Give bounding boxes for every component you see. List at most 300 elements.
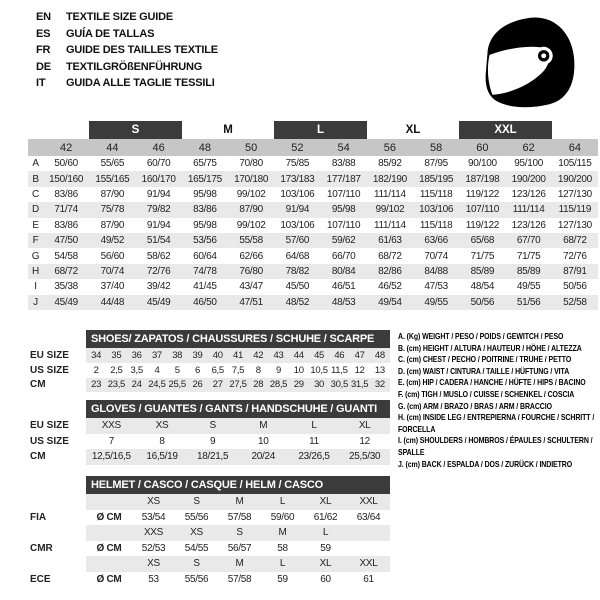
cell: 10,5 bbox=[310, 364, 328, 376]
cell: 95/100 bbox=[514, 158, 544, 170]
cell bbox=[347, 525, 390, 541]
cell: 24,5 bbox=[148, 379, 166, 391]
size-column: 50 bbox=[228, 139, 274, 156]
helmet-title: HELMET / CASCO / CASQUE / HELM / CASCO bbox=[86, 476, 390, 494]
cell: 105/115 bbox=[558, 158, 592, 170]
cell: 119/122 bbox=[465, 188, 500, 200]
cell: 23 bbox=[86, 378, 106, 393]
shoes-cm-row bbox=[30, 378, 390, 393]
cell: 61/63 bbox=[367, 233, 413, 248]
cell: C bbox=[32, 188, 39, 200]
size-column: 58 bbox=[413, 139, 459, 156]
cell: 155/165 bbox=[89, 171, 135, 186]
language-row-de bbox=[36, 59, 218, 76]
cell: 111/114 bbox=[373, 188, 406, 200]
cell: 50/60 bbox=[54, 158, 78, 170]
cell: 6 bbox=[194, 364, 200, 376]
cell: 44/48 bbox=[89, 295, 135, 310]
helmet-ece-row bbox=[30, 572, 390, 588]
cell: M bbox=[261, 525, 304, 541]
helmet-icon bbox=[481, 13, 576, 110]
cell: 170/180 bbox=[228, 171, 274, 186]
cell: 55/56 bbox=[184, 573, 209, 585]
cell: 31,5 bbox=[350, 379, 369, 391]
cell: 60/70 bbox=[146, 158, 171, 170]
cell: 75/85 bbox=[285, 158, 310, 170]
cell bbox=[86, 556, 132, 572]
cell: 99/102 bbox=[367, 202, 413, 217]
cell: 68/72 bbox=[43, 264, 89, 279]
cell: 127/130 bbox=[557, 188, 592, 200]
shoes-size-table bbox=[30, 330, 390, 392]
language-title: GUÍA DE TALLAS bbox=[66, 27, 155, 40]
cell: 7 bbox=[108, 435, 114, 447]
measure-row-d bbox=[28, 202, 598, 217]
cell: 2,5 bbox=[110, 364, 123, 376]
cell bbox=[86, 525, 132, 541]
cell: L bbox=[261, 494, 304, 510]
cell: 165/175 bbox=[182, 171, 228, 186]
cell: E bbox=[32, 219, 39, 231]
cell: 59 bbox=[277, 573, 288, 585]
cell: 95/98 bbox=[193, 188, 217, 200]
cell bbox=[28, 121, 43, 139]
cell: 103/106 bbox=[413, 202, 459, 217]
gloves-us-size-row bbox=[30, 434, 390, 450]
cell: 72/76 bbox=[563, 250, 587, 262]
cell: 66/70 bbox=[331, 250, 356, 262]
cell: XXS bbox=[132, 525, 175, 541]
cell: 177/187 bbox=[321, 171, 367, 186]
gloves-eu-size-row bbox=[30, 418, 390, 434]
cell: 83/86 bbox=[54, 188, 78, 200]
language-title-block bbox=[36, 9, 218, 92]
cell: S bbox=[187, 418, 238, 434]
cell: 12 bbox=[359, 435, 370, 447]
language-row-en bbox=[36, 9, 218, 26]
cell: 39/42 bbox=[146, 281, 171, 293]
legend-item: B. (cm) HEIGHT / ALTURA / HAUTEUR / HÖHE / ALTEZZA bbox=[398, 342, 582, 353]
cell: S bbox=[218, 525, 261, 541]
cell: 56/60 bbox=[100, 250, 125, 262]
cell: 34 bbox=[86, 348, 106, 363]
measure-row-a bbox=[28, 156, 598, 171]
cell: XL bbox=[304, 556, 347, 572]
cell: 72/76 bbox=[136, 264, 182, 279]
cell: 10 bbox=[258, 435, 269, 447]
cell: 63/64 bbox=[356, 511, 381, 523]
cell: 49/54 bbox=[367, 295, 413, 310]
cell: 48/52 bbox=[274, 295, 320, 310]
cell: 25,5/30 bbox=[339, 449, 390, 465]
cell: CM bbox=[30, 378, 86, 393]
cell bbox=[30, 525, 86, 541]
size-number-row bbox=[28, 139, 598, 156]
cell: 107/110 bbox=[326, 219, 361, 231]
cell: 58 bbox=[277, 542, 288, 554]
language-title: TEXTILGRÖßENFÜHRUNG bbox=[66, 60, 203, 73]
cell: 59/62 bbox=[321, 233, 367, 248]
cell: 43 bbox=[268, 348, 288, 363]
cell: 57/58 bbox=[227, 573, 252, 585]
legend-item: E. (cm) HIP / CADERA / HANCHE / HÜFTE / HIPS / BACINO bbox=[398, 377, 586, 388]
cell: 53/56 bbox=[182, 233, 228, 248]
cell: 10 bbox=[293, 364, 304, 376]
cell: 45/50 bbox=[285, 281, 310, 293]
language-code: DE bbox=[36, 60, 51, 73]
cell: M bbox=[238, 418, 289, 434]
size-column: 62 bbox=[506, 139, 552, 156]
cell: 28,5 bbox=[269, 379, 288, 391]
cell bbox=[30, 494, 86, 510]
cell: 55/65 bbox=[100, 158, 125, 170]
cell: 23/26,5 bbox=[289, 449, 340, 465]
cell: Ø CM bbox=[96, 573, 122, 585]
cell: 32 bbox=[370, 378, 390, 393]
cell: 47/50 bbox=[43, 233, 89, 248]
legend-item: F. (cm) TIGH / MUSLO / CUISSE / SCHENKEL / COSCIA bbox=[398, 388, 575, 399]
cell: 52/58 bbox=[552, 295, 598, 310]
cell: 13 bbox=[374, 364, 385, 376]
legend-item: G. (cm) ARM / BRAZO / BRAS / ARM / BRACCIO bbox=[398, 400, 552, 411]
cell: 59 bbox=[320, 542, 331, 554]
cell: F bbox=[28, 233, 43, 248]
cell: 82/86 bbox=[367, 264, 413, 279]
cell: FIA bbox=[30, 510, 86, 526]
cell: 37 bbox=[147, 348, 167, 363]
cell: 25,5 bbox=[168, 379, 186, 391]
cell: 91/94 bbox=[274, 202, 320, 217]
cell: Ø CM bbox=[96, 542, 122, 554]
cell: 60/64 bbox=[193, 250, 217, 262]
cell: 12 bbox=[354, 364, 365, 376]
cell: 9 bbox=[276, 364, 282, 376]
cell: 46 bbox=[329, 348, 349, 363]
cell: 107/110 bbox=[459, 202, 505, 217]
cell: 12,5/16,5 bbox=[86, 449, 137, 465]
cell bbox=[86, 494, 132, 510]
cell: 173/183 bbox=[274, 171, 320, 186]
measure-row-c bbox=[28, 187, 598, 202]
cell: 42 bbox=[248, 348, 268, 363]
cell: 87/90 bbox=[228, 202, 274, 217]
cell: XXS bbox=[86, 418, 137, 434]
cell bbox=[30, 330, 86, 348]
cell: 43/47 bbox=[239, 281, 263, 293]
cell: 47 bbox=[349, 348, 369, 363]
cell: XL bbox=[339, 418, 390, 434]
cell: M bbox=[218, 494, 261, 510]
cell: 50/56 bbox=[563, 281, 587, 293]
cell: 91/94 bbox=[146, 188, 171, 200]
cell: 39 bbox=[187, 348, 207, 363]
cell: 44 bbox=[289, 348, 309, 363]
legend-item: D. (cm) WAIST / CINTURA / TAILLE / HÜFTUNG / VITA bbox=[398, 365, 570, 376]
cell: I bbox=[34, 281, 37, 293]
helmet-title-row bbox=[30, 476, 390, 494]
cell: 71/75 bbox=[516, 250, 541, 262]
cell: 51/54 bbox=[136, 233, 182, 248]
cell bbox=[43, 121, 89, 139]
cell: H bbox=[28, 264, 43, 279]
language-row-it bbox=[36, 75, 218, 92]
cell: 87/91 bbox=[552, 264, 598, 279]
cell: 62/66 bbox=[239, 250, 263, 262]
cell: 55/58 bbox=[228, 233, 274, 248]
cell: 111/114 bbox=[506, 202, 552, 217]
cell: 99/102 bbox=[236, 219, 266, 231]
cell: 68/72 bbox=[378, 250, 402, 262]
size-header-s: S bbox=[89, 121, 182, 139]
cell: 70/74 bbox=[424, 250, 448, 262]
cell: 38 bbox=[167, 348, 187, 363]
helmet-cmr-sizes-row bbox=[30, 525, 390, 541]
size-column: 48 bbox=[182, 139, 228, 156]
cell: L bbox=[304, 525, 347, 541]
language-title: TEXTILE SIZE GUIDE bbox=[66, 11, 174, 24]
measure-row-b bbox=[28, 171, 598, 186]
cell: 2 bbox=[93, 364, 99, 376]
cell bbox=[30, 400, 86, 418]
size-column: 64 bbox=[552, 139, 598, 156]
cell: 115/119 bbox=[552, 202, 598, 217]
cell bbox=[30, 476, 86, 494]
cell: XXL bbox=[347, 556, 390, 572]
cell: 115/118 bbox=[419, 219, 453, 231]
cell: 83/86 bbox=[54, 219, 78, 231]
cell: 45/49 bbox=[43, 295, 89, 310]
cell: 18/21,5 bbox=[187, 449, 238, 465]
helmet-cmr-row bbox=[30, 541, 390, 557]
cell: 49/55 bbox=[413, 295, 459, 310]
cell bbox=[347, 541, 390, 557]
cell: 80/84 bbox=[321, 264, 367, 279]
shoes-title-row bbox=[30, 330, 390, 348]
legend-item: A. (Kg) WEIGHT / PESO / POIDS / GEWITCH / PESO bbox=[398, 331, 564, 341]
helmet-fia-row bbox=[30, 510, 390, 526]
cell: 24 bbox=[127, 378, 147, 393]
cell: XL bbox=[304, 494, 347, 510]
cell: 84/88 bbox=[413, 264, 459, 279]
gloves-cm-row bbox=[30, 449, 390, 465]
language-title: GUIDE DES TAILLES TEXTILE bbox=[66, 44, 218, 57]
cell: L bbox=[289, 418, 340, 434]
cell: 46/51 bbox=[331, 281, 356, 293]
cell: 52/53 bbox=[141, 542, 166, 554]
cell: 49/55 bbox=[516, 281, 541, 293]
cell: 123/126 bbox=[511, 219, 546, 231]
cell: 190/200 bbox=[552, 171, 598, 186]
cell: XS bbox=[132, 494, 175, 510]
cell: 26 bbox=[187, 378, 207, 393]
cell: 61/62 bbox=[313, 511, 338, 523]
cell: 8 bbox=[159, 435, 165, 447]
cell: 4 bbox=[154, 364, 160, 376]
cell: 95/98 bbox=[193, 219, 217, 231]
cell: 60 bbox=[320, 573, 331, 585]
cell: 85/89 bbox=[506, 264, 552, 279]
measure-row-e bbox=[28, 218, 598, 233]
size-header-l: L bbox=[274, 121, 367, 139]
cell: XXL bbox=[347, 494, 390, 510]
cell: 27,5 bbox=[229, 379, 247, 391]
cell: 75/78 bbox=[89, 202, 135, 217]
measure-row-j bbox=[28, 295, 598, 310]
cell: S bbox=[175, 556, 218, 572]
cell bbox=[30, 556, 86, 572]
cell: 185/195 bbox=[413, 171, 459, 186]
cell: 28 bbox=[248, 378, 268, 393]
cell: A bbox=[32, 158, 39, 170]
size-header-xl: XL bbox=[405, 124, 421, 136]
cell: J bbox=[28, 295, 43, 310]
textile-size-table bbox=[28, 121, 598, 310]
cell: 74/78 bbox=[182, 264, 228, 279]
cell: US SIZE bbox=[30, 434, 86, 450]
cell: 5 bbox=[174, 364, 180, 376]
cell: 23,5 bbox=[107, 379, 126, 391]
gloves-size-table bbox=[30, 400, 390, 465]
cell: 47/51 bbox=[228, 295, 274, 310]
shoes-eu-size-row bbox=[30, 348, 390, 363]
cell: 187/198 bbox=[459, 171, 505, 186]
cell: 50/56 bbox=[459, 295, 505, 310]
cell: 48/53 bbox=[321, 295, 367, 310]
size-column: 60 bbox=[459, 139, 505, 156]
size-column: 56 bbox=[367, 139, 413, 156]
measurement-legend bbox=[398, 331, 600, 470]
cell: S bbox=[175, 494, 218, 510]
cell: 56/57 bbox=[227, 542, 252, 554]
cell: 87/90 bbox=[100, 188, 125, 200]
cell: 46/52 bbox=[378, 281, 402, 293]
size-column: 52 bbox=[274, 139, 320, 156]
cell: Ø CM bbox=[96, 511, 122, 523]
cell: 11,5 bbox=[331, 364, 348, 376]
cell: 35 bbox=[106, 348, 126, 363]
size-header-xxl: XXL bbox=[459, 121, 552, 139]
cell: 55/56 bbox=[184, 511, 209, 523]
cell: 160/170 bbox=[136, 171, 182, 186]
cell: 54/58 bbox=[54, 250, 78, 262]
cell: 91/94 bbox=[146, 219, 171, 231]
language-code: IT bbox=[36, 77, 46, 90]
cell: EU SIZE bbox=[30, 348, 86, 363]
cell: CM bbox=[30, 449, 86, 465]
size-column: 46 bbox=[136, 139, 182, 156]
measure-row-i bbox=[28, 279, 598, 294]
cell: 85/92 bbox=[378, 158, 402, 170]
cell: 123/126 bbox=[511, 188, 546, 200]
cell: 79/82 bbox=[136, 202, 182, 217]
cell: 46/50 bbox=[182, 295, 228, 310]
size-column: 44 bbox=[89, 139, 135, 156]
cell: D bbox=[28, 202, 43, 217]
cell: ECE bbox=[30, 572, 86, 588]
cell: 35/38 bbox=[54, 281, 78, 293]
language-code: EN bbox=[36, 11, 51, 24]
cell: 64/68 bbox=[285, 250, 310, 262]
cell: 71/75 bbox=[470, 250, 495, 262]
cell: 76/80 bbox=[228, 264, 274, 279]
cell: 115/118 bbox=[419, 188, 453, 200]
cell: 150/160 bbox=[43, 171, 89, 186]
cell: XS bbox=[137, 418, 188, 434]
cell: 29 bbox=[289, 378, 309, 393]
cell: 78/82 bbox=[274, 264, 320, 279]
legend-item: C. (cm) CHEST / PECHO / POITRINE / TRUHE / PETTO bbox=[398, 354, 572, 365]
cell: XS bbox=[175, 525, 218, 541]
cell: 67/70 bbox=[506, 233, 552, 248]
cell: 71/74 bbox=[43, 202, 89, 217]
cell: 83/86 bbox=[182, 202, 228, 217]
helmet-ece-sizes-row bbox=[30, 556, 390, 572]
cell: 107/110 bbox=[326, 188, 361, 200]
cell bbox=[28, 139, 43, 156]
cell: B bbox=[28, 171, 43, 186]
cell: 41 bbox=[228, 348, 248, 363]
cell: 65/68 bbox=[459, 233, 505, 248]
cell: 54/55 bbox=[184, 542, 209, 554]
legend-item: I. (cm) SHOULDERS / HOMBROS / ÉPAULES / SCHULTERN / SPALLE bbox=[398, 435, 593, 457]
size-group-header-row bbox=[28, 121, 598, 139]
measure-row-h bbox=[28, 264, 598, 279]
measure-row-f bbox=[28, 233, 598, 248]
cell: 51/56 bbox=[506, 295, 552, 310]
cell: 103/106 bbox=[280, 188, 315, 200]
cell: 61 bbox=[363, 573, 374, 585]
cell: 85/89 bbox=[459, 264, 505, 279]
size-column: 54 bbox=[321, 139, 367, 156]
cell: 63/66 bbox=[413, 233, 459, 248]
cell: 119/122 bbox=[465, 219, 500, 231]
cell: CMR bbox=[30, 541, 86, 557]
shoes-title: SHOES/ ZAPATOS / CHAUSSURES / SCHUHE / SCARPE bbox=[86, 330, 390, 348]
cell: 3,5 bbox=[130, 364, 143, 376]
cell: 30 bbox=[309, 378, 329, 393]
language-title: GUIDA ALLE TAGLIE TESSILI bbox=[66, 77, 215, 90]
gloves-title-row bbox=[30, 400, 390, 418]
gloves-title: GLOVES / GUANTES / GANTS / HANDSCHUHE / GUANTI bbox=[86, 400, 390, 418]
cell: 49/52 bbox=[89, 233, 135, 248]
cell: 83/88 bbox=[331, 158, 356, 170]
cell: 58/62 bbox=[146, 250, 171, 262]
cell: 41/45 bbox=[193, 281, 217, 293]
cell: 27 bbox=[208, 378, 228, 393]
cell: US SIZE bbox=[30, 363, 86, 378]
cell: 127/130 bbox=[557, 219, 592, 231]
cell: 30,5 bbox=[330, 379, 348, 391]
cell: G bbox=[31, 250, 40, 262]
cell: 103/106 bbox=[280, 219, 315, 231]
cell: M bbox=[218, 556, 261, 572]
cell: 190/200 bbox=[506, 171, 552, 186]
cell: 8 bbox=[255, 364, 261, 376]
size-header-m: M bbox=[223, 124, 233, 136]
language-code: FR bbox=[36, 44, 51, 57]
language-row-es bbox=[36, 26, 218, 43]
shoes-us-size-row bbox=[30, 363, 390, 378]
cell: 87/90 bbox=[100, 219, 125, 231]
cell: 53/54 bbox=[141, 511, 166, 523]
cell: 95/98 bbox=[321, 202, 367, 217]
cell: 45/49 bbox=[136, 295, 182, 310]
cell: 182/190 bbox=[367, 171, 413, 186]
cell: 68/72 bbox=[552, 233, 598, 248]
cell: 6,5 bbox=[211, 364, 224, 376]
cell: 47/53 bbox=[424, 281, 448, 293]
cell: 57/60 bbox=[274, 233, 320, 248]
